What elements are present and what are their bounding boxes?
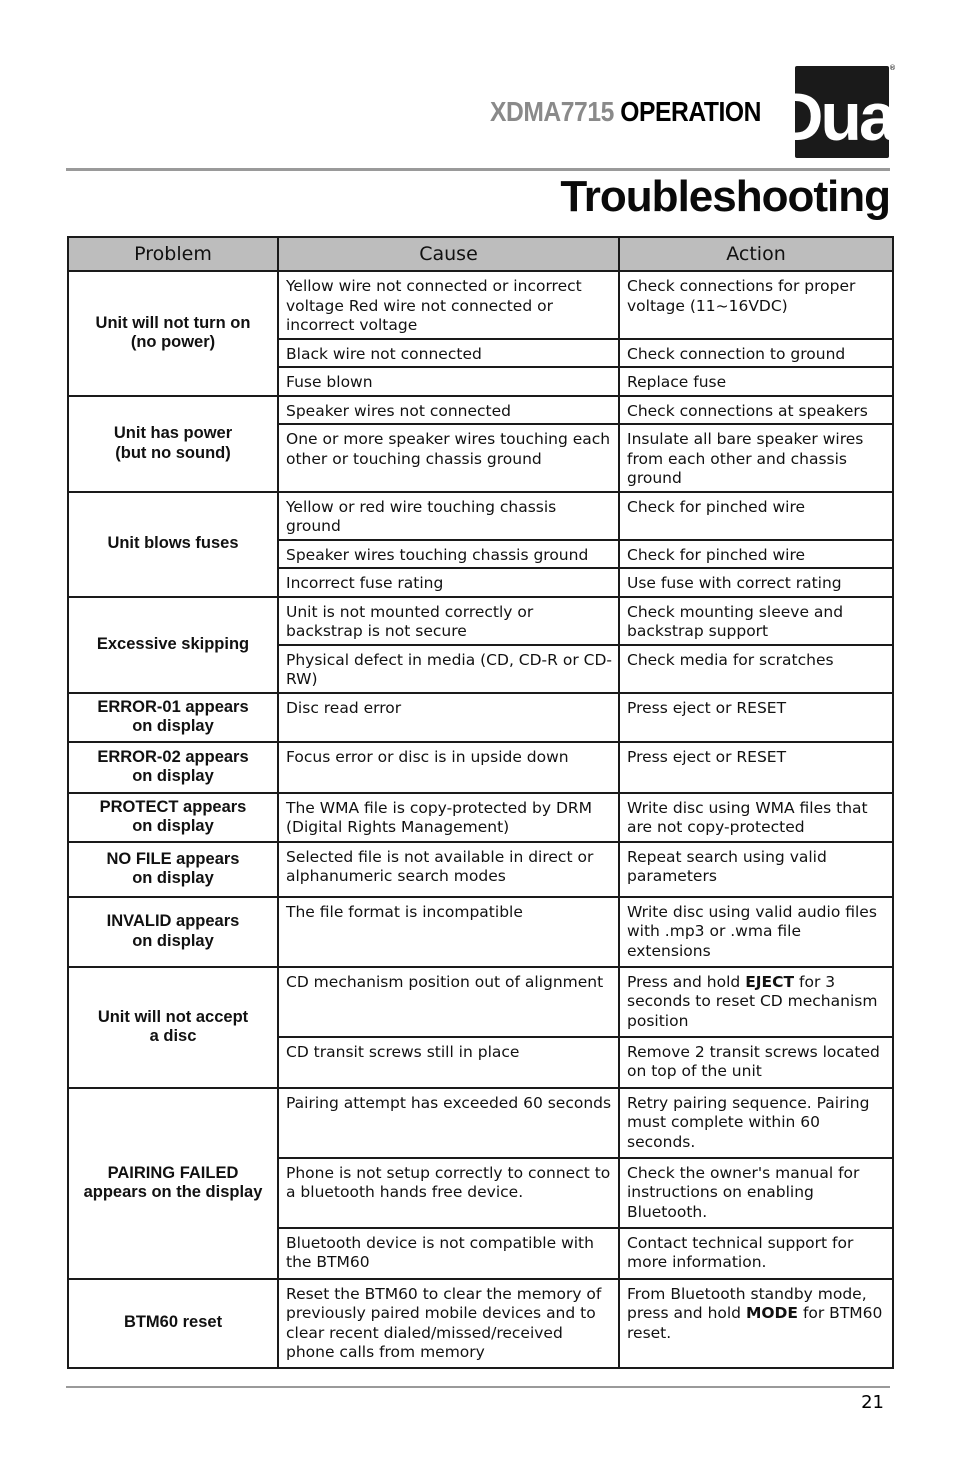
cause-cell: Focus error or disc is in upside down <box>278 742 619 793</box>
action-cell: Check connection to ground <box>619 339 893 368</box>
problem-text: on display <box>132 767 214 785</box>
cause-cell: Black wire not connected <box>278 339 619 368</box>
action-cell: Write disc using valid audio files with .mp3 or .wma file extensions <box>619 897 893 967</box>
cause-cell: The file format is incompatible <box>278 897 619 967</box>
button-name-mode: MODE <box>745 1304 799 1322</box>
problem-cell <box>68 396 278 492</box>
cause-cell: Yellow wire not connected or incorrect voltage Red wire not connected or incorrect voltage <box>278 271 619 339</box>
problem-text: on display <box>132 931 214 950</box>
problem-text: ERROR-01 appears <box>97 697 249 716</box>
problem-cell <box>68 1088 278 1279</box>
table-row <box>68 793 893 842</box>
troubleshooting-table <box>67 236 894 1369</box>
action-cell <box>619 967 893 1037</box>
table-row <box>68 597 893 645</box>
column-header-cause: Cause <box>278 237 619 271</box>
problem-text: on display <box>132 717 214 735</box>
table-row <box>68 897 893 967</box>
problem-text: Unit blows fuses <box>107 534 239 553</box>
dual-logo <box>774 66 910 158</box>
problem-cell <box>68 842 278 897</box>
action-cell: Use fuse with correct rating <box>619 568 893 597</box>
table-row <box>68 271 893 339</box>
problem-text: a disc <box>149 1027 197 1045</box>
page-title: Troubleshooting <box>560 172 890 221</box>
action-cell: Repeat search using valid parameters <box>619 842 893 897</box>
problem-cell <box>68 492 278 597</box>
action-cell: Insulate all bare speaker wires from each other and chassis ground <box>619 424 893 492</box>
table-row <box>68 492 893 540</box>
table-row <box>68 842 893 897</box>
cause-cell: Phone is not setup correctly to connect to a bluetooth hands free device. <box>278 1158 619 1228</box>
action-text: for BTM60 reset. <box>627 1304 883 1342</box>
logo-text: Dual <box>774 79 910 155</box>
problem-text: BTM60 reset <box>123 1313 223 1332</box>
problem-text: (no power) <box>130 333 216 352</box>
problem-text: NO FILE appears <box>106 849 240 868</box>
cause-cell: One or more speaker wires touching each other or touching chassis ground <box>278 424 619 492</box>
page-number: 21 <box>861 1392 884 1413</box>
table-row <box>68 967 893 1037</box>
action-cell: Contact technical support for more information. <box>619 1228 893 1279</box>
table-header-row <box>68 237 893 271</box>
action-cell: Check connections for proper voltage (11~16VDC) <box>619 271 893 339</box>
problem-text: PROTECT appears <box>99 797 247 816</box>
action-cell: Check connections at speakers <box>619 396 893 425</box>
problem-text: on display <box>132 869 214 887</box>
action-cell: Press eject or RESET <box>619 742 893 793</box>
model-number: XDMA7715 <box>490 96 614 127</box>
button-name-eject: EJECT <box>745 972 795 991</box>
problem-text: PAIRING FAILED <box>107 1163 239 1182</box>
footer-divider <box>66 1386 890 1388</box>
action-text: Press and hold <box>627 972 746 991</box>
action-cell: Check media for scratches <box>619 645 893 693</box>
header-divider <box>66 168 890 171</box>
action-text: From Bluetooth standby mode, press and hold <box>627 1284 867 1322</box>
problem-cell <box>68 742 278 793</box>
problem-text: Unit will not turn on <box>95 313 251 332</box>
action-cell <box>619 1279 893 1368</box>
cause-cell: Unit is not mounted correctly or backstrap is not secure <box>278 597 619 645</box>
table-row <box>68 396 893 425</box>
problem-text: appears on the display <box>83 1183 263 1201</box>
action-cell: Check for pinched wire <box>619 540 893 569</box>
cause-cell: CD mechanism position out of alignment <box>278 967 619 1037</box>
action-cell: Remove 2 transit screws located on top of the unit <box>619 1037 893 1088</box>
table-row <box>68 742 893 793</box>
action-cell: Check the owner's manual for instructions on enabling Bluetooth. <box>619 1158 893 1228</box>
document-header <box>490 96 761 128</box>
cause-cell: Incorrect fuse rating <box>278 568 619 597</box>
problem-text: Unit has power <box>113 424 233 442</box>
action-cell: Retry pairing sequence. Pairing must complete within 60 seconds. <box>619 1088 893 1158</box>
problem-cell <box>68 967 278 1088</box>
action-cell: Write disc using WMA files that are not copy-protected <box>619 793 893 842</box>
column-header-action: Action <box>619 237 893 271</box>
registered-mark: ® <box>889 64 896 72</box>
problem-text: Unit will not accept <box>97 1007 249 1026</box>
cause-cell: Selected file is not available in direct or alphanumeric search modes <box>278 842 619 897</box>
cause-cell: Disc read error <box>278 693 619 742</box>
section-name: OPERATION <box>620 96 761 127</box>
problem-cell <box>68 1279 278 1368</box>
cause-cell: Bluetooth device is not compatible with the BTM60 <box>278 1228 619 1279</box>
action-cell: Check for pinched wire <box>619 492 893 540</box>
problem-cell <box>68 897 278 967</box>
problem-text: Excessive skipping <box>96 634 250 653</box>
problem-text: INVALID appears <box>106 912 240 930</box>
cause-cell: Pairing attempt has exceeded 60 seconds <box>278 1088 619 1158</box>
cause-cell: The WMA file is copy-protected by DRM (Digital Rights Management) <box>278 793 619 842</box>
cause-cell: Speaker wires not connected <box>278 396 619 425</box>
action-cell: Replace fuse <box>619 367 893 396</box>
problem-text: ERROR-02 appears <box>97 747 249 766</box>
action-cell: Press eject or RESET <box>619 693 893 742</box>
cause-cell: Yellow or red wire touching chassis ground <box>278 492 619 540</box>
problem-cell <box>68 793 278 842</box>
table-row <box>68 1088 893 1158</box>
cause-cell: CD transit screws still in place <box>278 1037 619 1088</box>
problem-cell <box>68 597 278 693</box>
problem-text: (but no sound) <box>115 443 231 462</box>
action-cell: Check mounting sleeve and backstrap support <box>619 597 893 645</box>
action-text: for 3 seconds to reset CD mechanism position <box>627 972 878 1030</box>
problem-cell <box>68 693 278 742</box>
problem-cell <box>68 271 278 396</box>
cause-cell: Reset the BTM60 to clear the memory of previously paired mobile devices and to clear recent dialed/missed/received phone calls from memory <box>278 1279 619 1368</box>
column-header-problem: Problem <box>68 237 278 271</box>
table-row <box>68 1279 893 1368</box>
table-row <box>68 693 893 742</box>
cause-cell: Speaker wires touching chassis ground <box>278 540 619 569</box>
cause-cell: Physical defect in media (CD, CD-R or CD-RW) <box>278 645 619 693</box>
table-body <box>68 271 893 1368</box>
cause-cell: Fuse blown <box>278 367 619 396</box>
problem-text: on display <box>132 817 214 835</box>
